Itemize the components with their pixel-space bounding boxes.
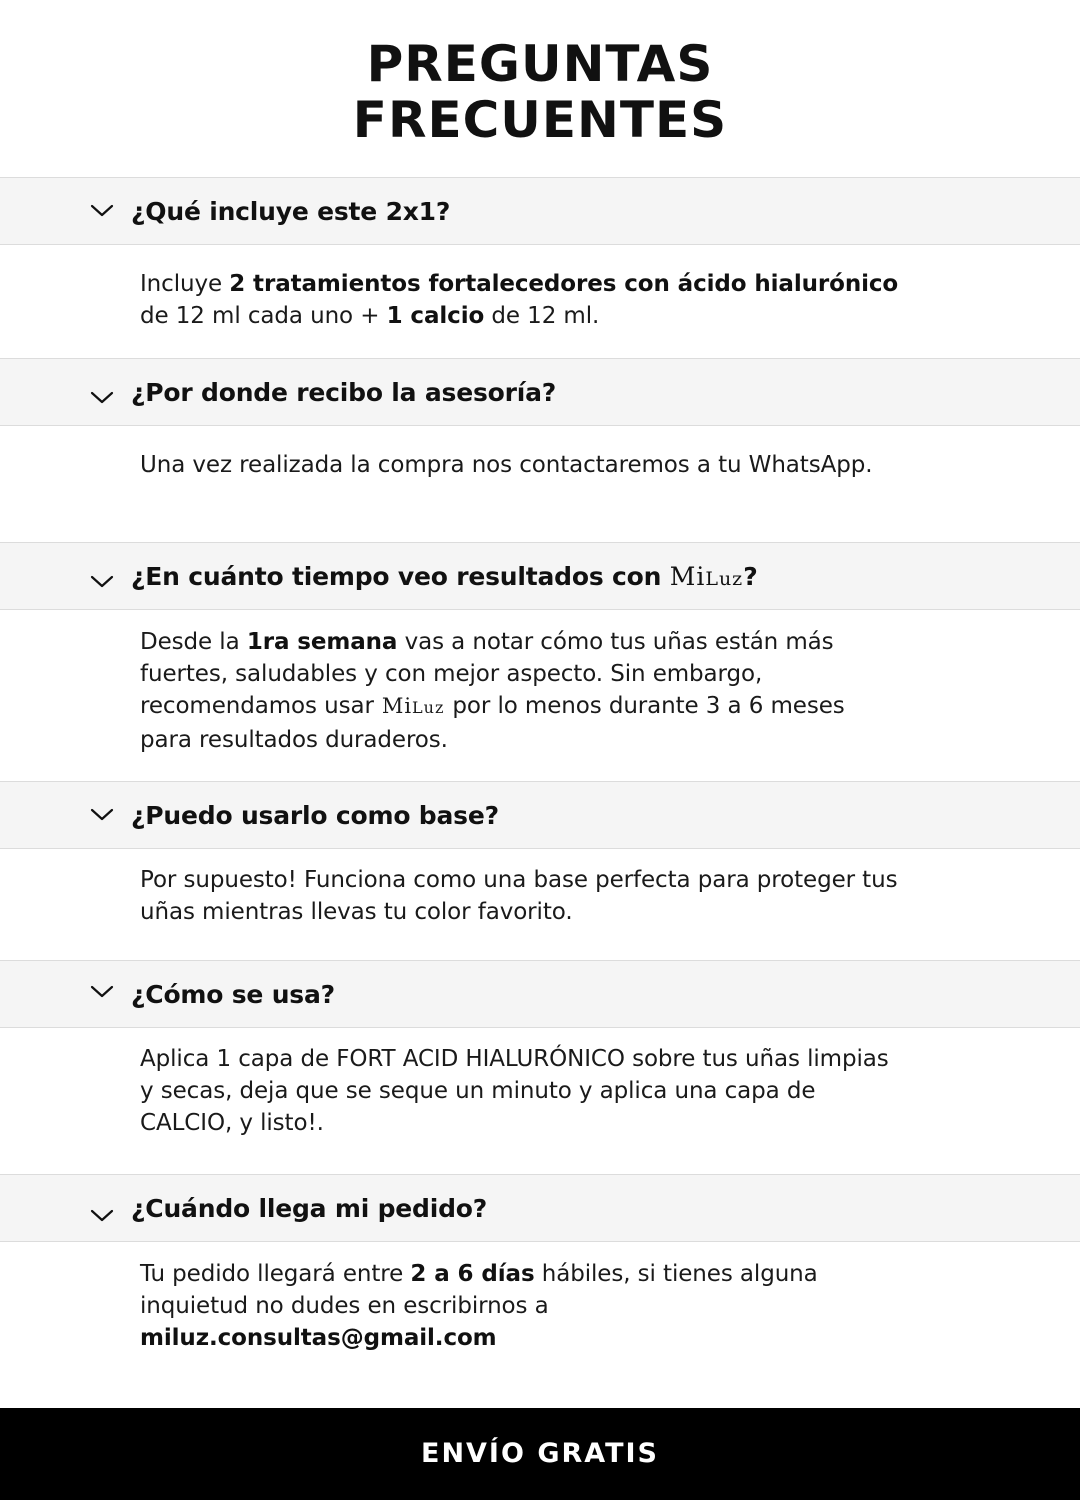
page-title (0, 36, 1080, 148)
page-title-line-1: PREGUNTAS (366, 35, 714, 93)
faq-question-text (131, 543, 758, 611)
faq-answer-5 (140, 1043, 900, 1139)
answer-text: de 12 ml cada uno + (140, 303, 387, 329)
brand-logo (670, 562, 743, 591)
faq-answer-4 (140, 864, 900, 928)
free-shipping-banner (0, 1408, 1080, 1500)
faq-question-text: ¿Puedo usarlo como base? (131, 801, 499, 830)
answer-text: vas a notar cómo tus uñas están más fuertes, saludables y con mejor aspecto. Sin embargo, recomendamos usar (140, 629, 834, 719)
chevron-down-icon (90, 573, 114, 589)
faq-answer-3 (140, 626, 900, 756)
answer-text: Una vez realizada la compra nos contactaremos a tu WhatsApp. (140, 452, 873, 478)
faq-question-1[interactable] (0, 177, 1080, 245)
brand-logo (382, 694, 445, 718)
free-shipping-label: ENVÍO GRATIS (421, 1438, 659, 1469)
faq-question-4[interactable] (0, 781, 1080, 849)
page-title-line-2: FRECUENTES (352, 91, 728, 149)
chevron-down-icon (90, 806, 114, 822)
brand-rest: Luz (412, 698, 445, 717)
faq-answer-1 (140, 268, 900, 332)
faq-question-text: ¿Cuándo llega mi pedido? (131, 1194, 488, 1223)
brand-cap: Mi (669, 562, 706, 591)
answer-text: Desde la (140, 629, 247, 655)
faq-question-text: ¿Qué incluye este 2x1? (131, 197, 451, 226)
answer-text: Incluye (140, 271, 230, 297)
answer-text: Aplica 1 capa de FORT ACID HIALURÓNICO sobre tus uñas limpias y secas, deja que se seque un minuto y aplica una capa de CALCIO, y listo!. (140, 1046, 889, 1136)
answer-bold: 1 calcio (386, 303, 485, 329)
answer-text: por lo menos durante 3 a 6 meses para resultados duraderos. (140, 693, 845, 753)
chevron-down-icon (90, 389, 114, 405)
contact-email[interactable]: miluz.consultas@gmail.com (140, 1325, 497, 1351)
faq-question-2[interactable] (0, 358, 1080, 426)
answer-text: Tu pedido llegará entre (140, 1261, 411, 1287)
answer-bold: 2 a 6 días (410, 1261, 535, 1287)
answer-bold: 1ra semana (246, 629, 398, 655)
chevron-down-icon (90, 202, 114, 218)
faq-question-5[interactable] (0, 960, 1080, 1028)
faq-question-6[interactable] (0, 1174, 1080, 1242)
question-suffix: ? (743, 562, 758, 591)
answer-text: de 12 ml. (484, 303, 600, 329)
faq-answer-2 (140, 449, 900, 481)
chevron-down-icon (90, 983, 114, 999)
answer-text: Por supuesto! Funciona como una base perfecta para proteger tus uñas mientras llevas tu color favorito. (140, 867, 898, 925)
chevron-down-icon (90, 1207, 114, 1223)
brand-cap: Mi (381, 694, 413, 718)
answer-text: hábiles, si tienes alguna inquietud no dudes en escribirnos a (140, 1261, 818, 1319)
answer-bold: 2 tratamientos fortalecedores con ácido hialurónico (229, 271, 899, 297)
faq-answer-6 (140, 1258, 900, 1354)
question-prefix: ¿En cuánto tiempo veo resultados con (131, 562, 670, 591)
faq-question-text: ¿Cómo se usa? (131, 980, 335, 1009)
faq-question-3[interactable] (0, 542, 1080, 610)
faq-question-text: ¿Por donde recibo la asesoría? (131, 378, 557, 407)
brand-rest: Luz (705, 568, 744, 590)
